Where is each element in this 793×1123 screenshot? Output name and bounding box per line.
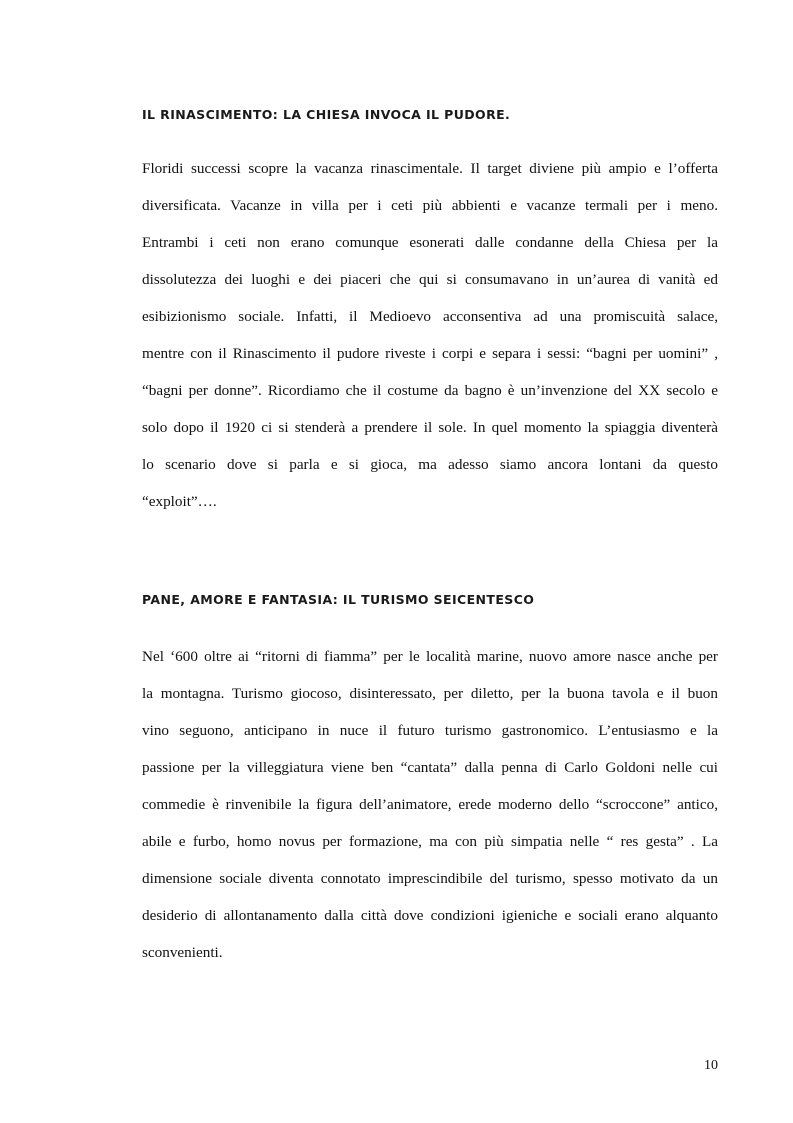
paragraph-line: diversificata. Vacanze in villa per i ceti più abbienti e vacanze termali per i meno. — [142, 197, 718, 214]
paragraph-rinascimento — [142, 150, 718, 520]
paragraph-line: lo scenario dove si parla e si gioca, ma adesso siamo ancora lontani da questo — [142, 456, 718, 473]
paragraph-line: “bagni per donne”. Ricordiamo che il costume da bagno è un’invenzione del XX secolo e — [142, 382, 718, 399]
paragraph-line: commedie è rinvenibile la figura dell’animatore, erede moderno dello “scroccone” antico, — [142, 796, 718, 813]
paragraph-line: Nel ‘600 oltre ai “ritorni di fiamma” per le località marine, nuovo amore nasce anche per — [142, 648, 718, 665]
paragraph-line: Floridi successi scopre la vacanza rinascimentale. Il target diviene più ampio e l’offerta — [142, 160, 718, 177]
paragraph-line: solo dopo il 1920 ci si stenderà a prendere il sole. In quel momento la spiaggia diventerà — [142, 419, 718, 436]
paragraph-line: vino seguono, anticipano in nuce il futuro turismo gastronomico. L’entusiasmo e la — [142, 722, 718, 739]
paragraph-line: dimensione sociale diventa connotato imprescindibile del turismo, spesso motivato da un — [142, 870, 718, 887]
paragraph-seicento — [142, 638, 718, 971]
section-heading-seicento: PANE, AMORE E FANTASIA: IL TURISMO SEICENTESCO — [142, 592, 535, 607]
paragraph-line: “exploit”…. — [142, 493, 217, 510]
paragraph-line: Entrambi i ceti non erano comunque esonerati dalle condanne della Chiesa per la — [142, 234, 718, 251]
paragraph-line: dissolutezza dei luoghi e dei piaceri che qui si consumavano in un’aurea di vanità ed — [142, 271, 718, 288]
paragraph-line: la montagna. Turismo giocoso, disinteressato, per diletto, per la buona tavola e il buon — [142, 685, 718, 702]
paragraph-line: desiderio di allontanamento dalla città dove condizioni igieniche e sociali erano alquanto — [142, 907, 718, 924]
page-number: 10 — [704, 1058, 718, 1073]
paragraph-line: mentre con il Rinascimento il pudore riveste i corpi e separa i sessi: “bagni per uomini” , — [142, 345, 718, 362]
paragraph-line: passione per la villeggiatura viene ben “cantata” dalla penna di Carlo Goldoni nelle cui — [142, 759, 718, 776]
paragraph-line: abile e furbo, homo novus per formazione, ma con più simpatia nelle “ res gesta” . La — [142, 833, 718, 850]
paragraph-line: esibizionismo sociale. Infatti, il Medioevo acconsentiva ad una promiscuità salace, — [142, 308, 718, 325]
section-heading-rinascimento: IL RINASCIMENTO: LA CHIESA INVOCA IL PUDORE. — [142, 107, 511, 122]
paragraph-line: sconvenienti. — [142, 944, 223, 961]
